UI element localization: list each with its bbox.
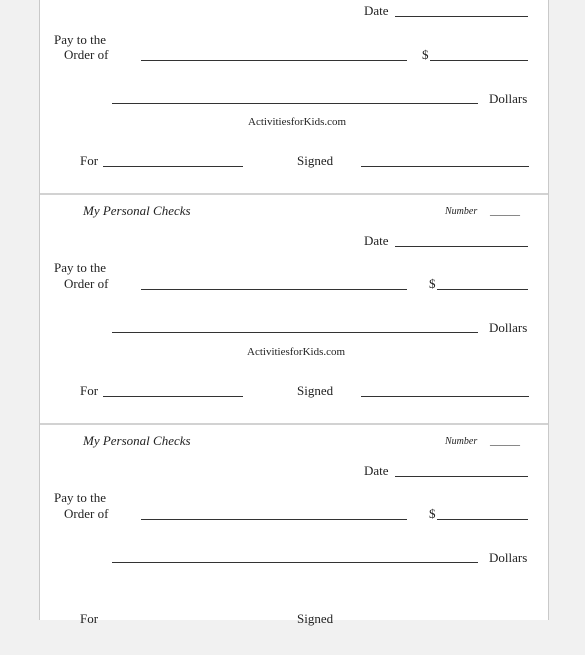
for-label: For	[80, 153, 99, 168]
memo-line[interactable]	[103, 166, 243, 167]
order-of-label: Order of	[64, 276, 109, 291]
memo-line[interactable]	[103, 396, 243, 397]
dollars-label: Dollars	[489, 550, 528, 565]
date-label: Date	[364, 3, 389, 18]
for-label: For	[80, 611, 99, 626]
signed-label: Signed	[297, 153, 334, 168]
pay-to-label: Pay to the	[54, 260, 106, 275]
check-sheet	[39, 0, 549, 626]
dollars-written-line[interactable]	[112, 562, 478, 563]
date-line[interactable]	[395, 246, 528, 247]
dollar-sign: $	[429, 506, 436, 521]
dollars-label: Dollars	[489, 320, 528, 335]
dollar-sign: $	[422, 47, 429, 62]
date-line[interactable]	[395, 16, 528, 17]
pay-to-label: Pay to the	[54, 490, 106, 505]
date-label: Date	[364, 233, 389, 248]
payee-line[interactable]	[141, 60, 407, 61]
number-label: Number	[445, 436, 478, 447]
date-line[interactable]	[395, 476, 528, 477]
amount-line[interactable]	[437, 519, 528, 520]
check-title: My Personal Checks	[83, 433, 191, 448]
number-label: Number	[445, 206, 478, 217]
dollars-label: Dollars	[489, 91, 528, 106]
check-title: My Personal Checks	[83, 203, 191, 218]
number-blank: ______	[490, 436, 520, 447]
amount-line[interactable]	[430, 60, 528, 61]
dollars-written-line[interactable]	[112, 332, 478, 333]
check-3	[40, 425, 548, 655]
order-of-label: Order of	[64, 506, 109, 521]
dollar-sign: $	[429, 276, 436, 291]
for-label: For	[80, 383, 99, 398]
site-label: ActivitiesforKids.com	[248, 116, 347, 128]
signed-label: Signed	[297, 611, 334, 626]
pay-to-label: Pay to the	[54, 32, 106, 47]
site-label: ActivitiesforKids.com	[247, 346, 346, 358]
dollars-written-line[interactable]	[112, 103, 478, 104]
order-of-label: Order of	[64, 47, 109, 62]
date-label: Date	[364, 463, 389, 478]
payee-line[interactable]	[141, 289, 407, 290]
check-2	[40, 195, 548, 425]
payee-line[interactable]	[141, 519, 407, 520]
amount-line[interactable]	[437, 289, 528, 290]
signature-line[interactable]	[361, 166, 529, 167]
signed-label: Signed	[297, 383, 334, 398]
signature-line[interactable]	[361, 396, 529, 397]
number-blank: ______	[490, 206, 520, 217]
